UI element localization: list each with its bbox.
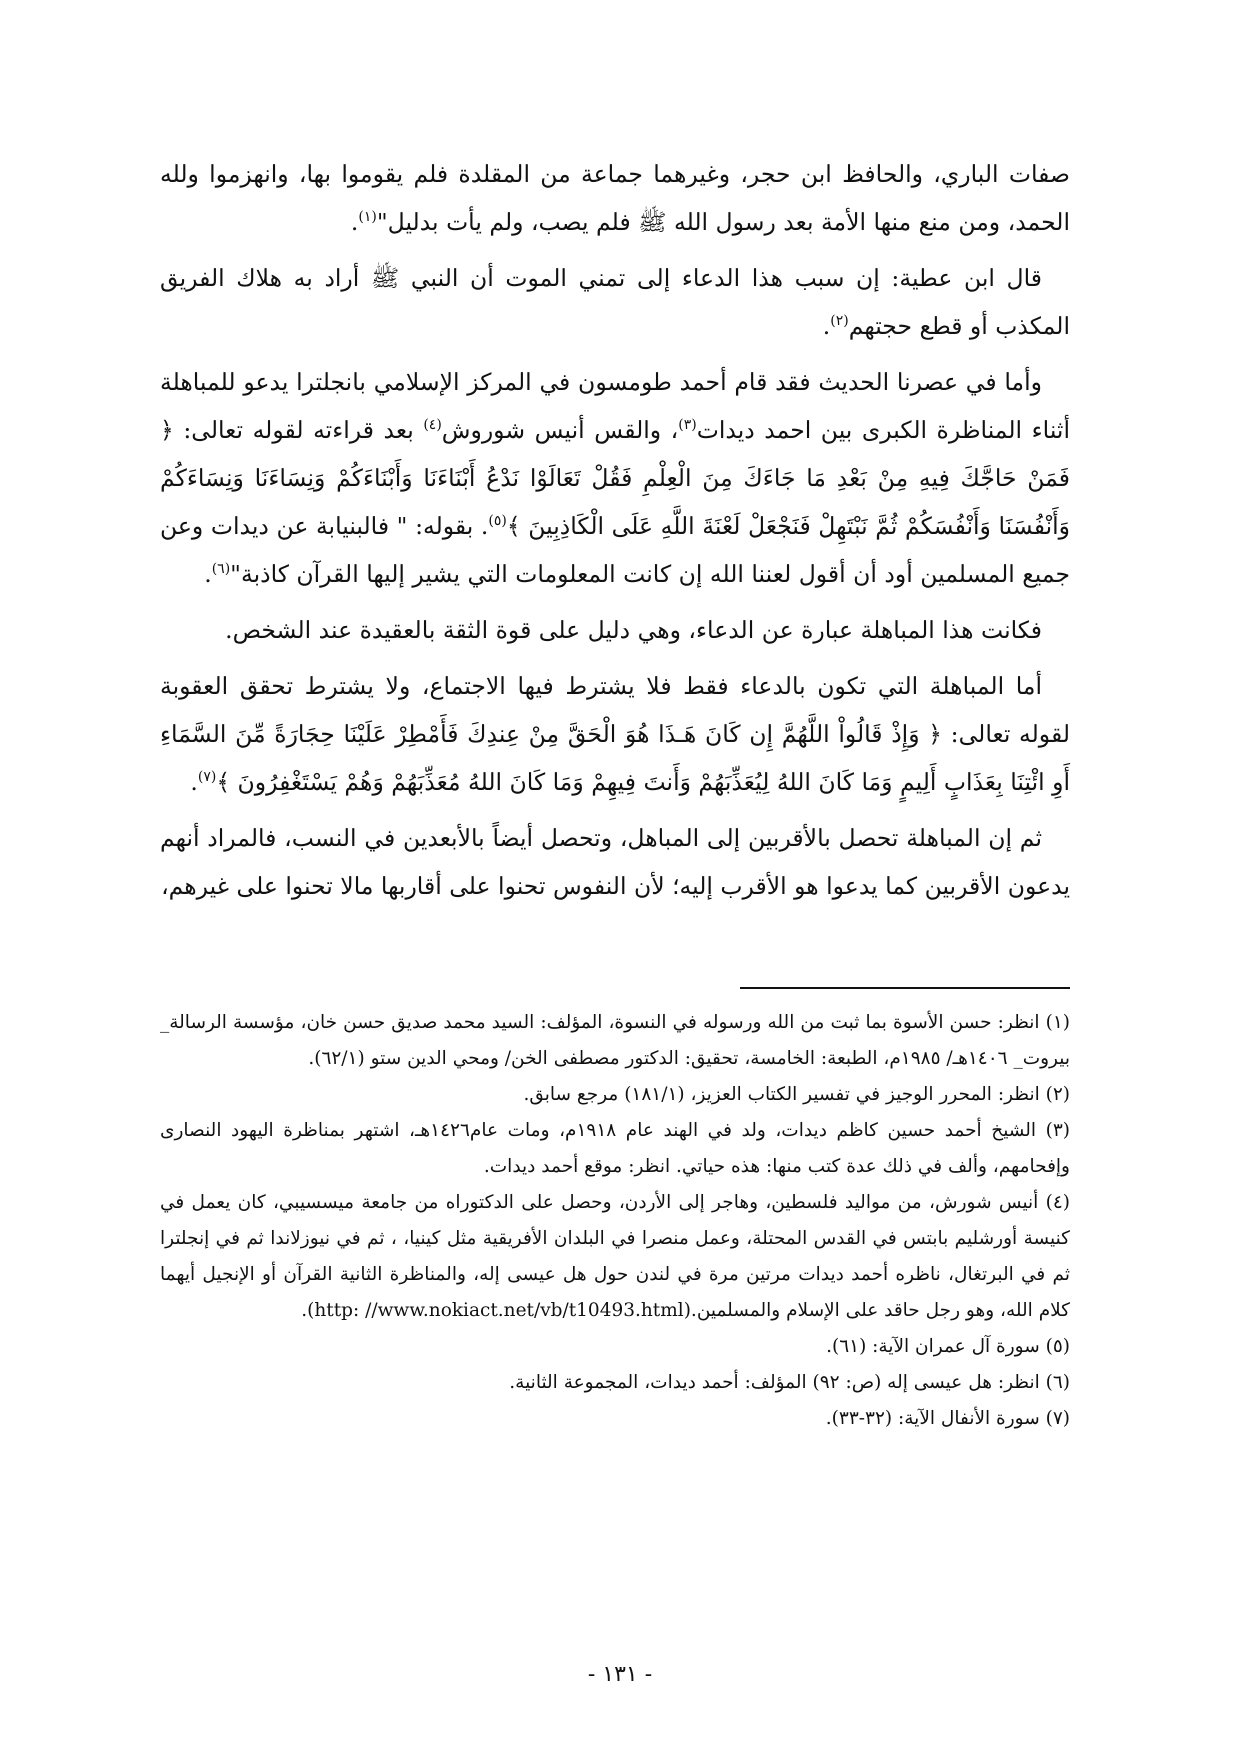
paragraph-text: أما المباهلة التي تكون بالدعاء فقط فلا يشترط فيها الاجتماع، ولا يشترط تحقق العقوبة لقوله تعالى: ﴿ وَإِذْ قَالُواْ اللَّهُمَّ إِن كَانَ هَـذَا هُوَ الْحَقَّ مِنْ عِندِكَ فَأَمْطِرْ عَلَيْنَا حِجَارَةً مِّنَ السَّمَاءِ أَوِ ائْتِنَا بِعَذَابٍ أَلِيمٍ وَمَا كَانَ اللهُ لِيُعَذِّبَهُمْ وَأَنتَ فِيهِمْ وَمَا كَانَ اللهُ مُعَذِّبَهُمْ وَهُمْ يَسْتَغْفِرُونَ ﴾	[160, 672, 1070, 796]
page-number: - ١٣١ -	[587, 1662, 653, 1687]
paragraph-3: وأما في عصرنا الحديث فقد قام أحمد طومسون في المركز الإسلامي بانجلترا يدعو للمباهلة أثناء المناظرة الكبرى بين احمد ديدات$^{(٣)}$، والقس أنيس شوروش$^{(٤)}$ بعد قراءته لقوله تعالى: ﴿ فَمَنْ حَاجَّكَ فِيهِ مِنْ بَعْدِ مَا جَاءَكَ مِنَ الْعِلْمِ فَقُلْ تَعَالَوْا نَدْعُ أَبْنَاءَنَا وَأَبْنَاءَكُمْ وَنِسَاءَنَا وَنِسَاءَكُمْ وَأَنْفُسَنَا وَأَنْفُسَكُمْ ثُمَّ نَبْتَهِلْ فَنَجْعَلْ لَعْنَةَ اللَّهِ عَلَى الْكَاذِبِينَ ﴾$^{(٥)}$. بقوله: " فالبنيابة عن ديدات وعن جميع المسلمين أود أن أقول لعننا الله إن كانت المعلومات التي يشير إليها القرآن كاذبة"$^{(٦)}$.	[160, 368, 1071, 588]
footnote-ref: (٧)	[197, 769, 217, 786]
quran-verse: بعد قراءته لقوله تعالى: ﴿ فَمَنْ حَاجَّكَ فِيهِ مِنْ بَعْدِ مَا جَاءَكَ مِنَ الْعِلْمِ فَقُلْ تَعَالَوْا نَدْعُ أَبْنَاءَنَا وَأَبْنَاءَكُمْ وَنِسَاءَنَا وَنِسَاءَكُمْ وَأَنْفُسَنَا وَأَنْفُسَكُمْ ثُمَّ نَبْتَهِلْ فَنَجْعَلْ لَعْنَةَ اللَّهِ عَلَى الْكَاذِبِينَ ﴾	[160, 416, 1071, 540]
footnote-ref: (٣)	[678, 417, 697, 434]
footnote-2: (٢) انظر: المحرر الوجيز في تفسير الكتاب العزيز، (١٨١/١) مرجع سابق.	[523, 1084, 1070, 1105]
footnote-5: (٥) سورة آل عمران الآية: (٦١).	[826, 1336, 1070, 1357]
paragraph-5: أما المباهلة التي تكون بالدعاء فقط فلا يشترط فيها الاجتماع، ولا يشترط تحقق العقوبة لقوله تعالى: ﴿ وَإِذْ قَالُواْ اللَّهُمَّ إِن كَانَ هَـذَا هُوَ الْحَقَّ مِنْ عِندِكَ فَأَمْطِرْ عَلَيْنَا حِجَارَةً مِّنَ السَّمَاءِ أَوِ ائْتِنَا بِعَذَابٍ أَلِيمٍ وَمَا كَانَ اللهُ لِيُعَذِّبَهُمْ وَأَنتَ فِيهِمْ وَمَا كَانَ اللهُ مُعَذِّبَهُمْ وَهُمْ يَسْتَغْفِرُونَ ﴾$^{(٧)}$.	[160, 672, 1070, 796]
paragraph-2: قال ابن عطية: إن سبب هذا الدعاء إلى تمني الموت أن النبي ﷺ أراد به هلاك الفريق المكذب أو قطع حجتهم$^{(٢)}$.	[160, 264, 1070, 340]
footnote-ref: (٢)	[830, 313, 849, 330]
paragraph-4	[160, 606, 1070, 654]
paragraph-text: ثم إن المباهلة تحصل بالأقربين إلى المباهل، وتحصل أيضاً بالأبعدين في النسب، فالمراد أنهم يدعون الأقربين كما يدعوا هو الأقرب إليه؛ لأن النفوس تحنوا على أقاربها مالا تحنوا على غيرهم،	[160, 824, 1070, 900]
footnote-1: (١) انظر: حسن الأسوة بما ثبت من الله ورسوله في النسوة، المؤلف: السيد محمد صديق حسن خان، مؤسسة الرسالة_ بيروت_ ١٤٠٦هـ/ ١٩٨٥م، الطبعة: الخامسة، تحقيق: الدكتور مصطفى الخن/ ومحي الدين ستو (٦٢/١).	[160, 1012, 1070, 1069]
main-text	[160, 150, 1070, 918]
paragraph-6	[160, 814, 1070, 910]
footnote-ref: (١)	[358, 209, 377, 226]
footnote-3: (٣) الشيخ أحمد حسين كاظم ديدات، ولد في الهند عام ١٩١٨م، ومات عام١٤٢٦هـ، اشتهر بمناظرة اليهود النصارى وإفحامهم، وألف في ذلك عدة كتب منها: هذه حياتي. انظر: موقع أحمد ديدات.	[160, 1120, 1070, 1177]
footnote-ref: (٤)	[423, 417, 442, 434]
paragraph-text: قال ابن عطية: إن سبب هذا الدعاء إلى تمني الموت أن النبي ﷺ أراد به هلاك الفريق المكذب أو قطع حجتهم	[160, 264, 1070, 340]
footnote-separator	[740, 987, 1070, 989]
footnote-4: (٤) أنيس شورش، من مواليد فلسطين، وهاجر إلى الأردن، وحصل على الدكتوراه من جامعة ميسسيبي، كان يعمل في كنيسة أورشليم بابتس في القدس المحتلة، وعمل منصرا في البلدان الأفريقية مثل كينيا، ، ثم في نيوزلاندا ثم في إنجلترا ثم في البرتغال، ناظره أحمد ديدات مرتين مرة في لندن حول هل عيسى إله، والمناظرة الثانية القرآن أو الإنجيل أيهما كلام الله، وهو رجل حاقد على الإسلام والمسلمين.(http: //www.nokiact.net/vb/t10493.html).	[160, 1192, 1070, 1321]
footnote-6: (٦) انظر: هل عيسى إله (ص: ٩٢) المؤلف: أحمد ديدات، المجموعة الثانية.	[509, 1372, 1070, 1393]
footnote-ref: (٦)	[211, 561, 231, 578]
footnote-ref: (٥)	[488, 513, 507, 530]
footnote-7: (٧) سورة الأنفال الآية: (٣٢-٣٣).	[825, 1408, 1070, 1429]
paragraph-1: صفات الباري، والحافظ ابن حجر، وغيرهما جماعة من المقلدة فلم يقوموا بها، وانهزموا ولله الحمد، ومن منع منها الأمة بعد رسول الله ﷺ فلم يصب، ولم يأت بدليل"$^{(١)}$.	[160, 160, 1070, 236]
paragraph-text: وأما في عصرنا الحديث فقد قام أحمد طومسون في المركز الإسلامي بانجلترا يدعو للمباهلة أثناء المناظرة الكبرى بين احمد ديدات	[160, 368, 1070, 444]
footnotes	[160, 1005, 1070, 1437]
paragraph-text: صفات الباري، والحافظ ابن حجر، وغيرهما جماعة من المقلدة فلم يقوموا بها، وانهزموا ولله الحمد، ومن منع منها الأمة بعد رسول الله ﷺ فلم يصب، ولم يأت بدليل"	[160, 160, 1070, 236]
paragraph-text: فكانت هذا المباهلة عبارة عن الدعاء، وهي دليل على قوة الثقة بالعقيدة عند الشخص.	[225, 616, 1042, 644]
